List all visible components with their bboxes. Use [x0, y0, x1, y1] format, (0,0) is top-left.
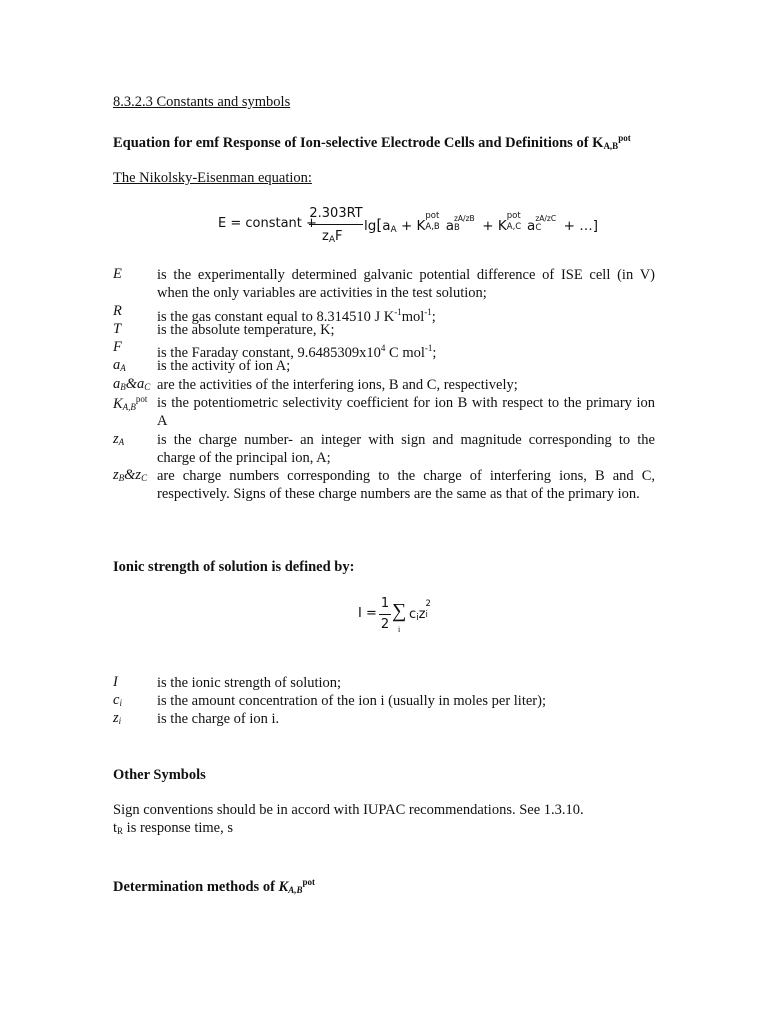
def-text-k: is the potentiometric selectivity coefficient for ion B with respect to the primary ion A — [157, 395, 655, 430]
def-text-r: is the gas constant equal to 8.314510 J $K^{-1}mol^{-1}$; — [157, 307, 436, 325]
ionic-den: 2 — [380, 617, 390, 632]
nikolsky-lhs: E = constant + — [218, 216, 317, 231]
def-text-ab-ac: are the activities of the interfering ions, B and C, respectively; — [157, 377, 518, 393]
section-title: 8.3.2.3 Constants and symbols — [113, 94, 291, 110]
denom-z-sub: A — [328, 235, 335, 245]
heading-emf-text: Equation for emf Response of Ion-selective Electrode Cells and Definitions of K — [113, 135, 604, 151]
activity-b: a — [445, 218, 454, 234]
nikolsky-label: The Nikolsky-Eisenman equation: — [113, 170, 312, 186]
def-text-zb-zc: are charge numbers corresponding to the charge of interfering ions, B and C, respectively. Signs of these charge numbers are the same as that of the primary ion. — [157, 468, 655, 503]
lg-text: lg — [364, 218, 377, 234]
def-text-e: is the experimentally determined galvanic potential difference of ISE cell (in V) when the only variables are activities in the test solution; — [157, 267, 655, 302]
ionic-fraction-bar — [379, 614, 391, 615]
denom-z: z — [322, 229, 329, 244]
def-symbol-e: E — [113, 266, 122, 282]
ionic-def-symbol-c: ci — [113, 692, 122, 708]
activity-a: a — [382, 218, 391, 234]
activity-c: a — [527, 218, 536, 234]
k1-sub: A,B — [425, 222, 440, 232]
k1-sup: pot — [425, 211, 440, 221]
k2-sub: A,C — [506, 222, 522, 232]
sign-conventions-text: Sign conventions should be in accord with IUPAC recommendations. See 1.3.10. — [113, 802, 584, 818]
activity-b-sub: B — [453, 223, 460, 233]
def-symbol-ab-ac: aB&aC — [113, 376, 151, 392]
plus-k2: + K — [482, 218, 507, 234]
other-symbols-heading: Other Symbols — [113, 767, 206, 783]
ionic-def-symbol-z: zi — [113, 710, 122, 726]
def-text-t: is the absolute temperature, K; — [157, 322, 335, 338]
def-symbol-za: zA — [113, 431, 125, 447]
def-symbol-zb-zc: zB&zC — [113, 467, 148, 483]
response-time-text: $t_R$ is response time, s — [113, 820, 233, 836]
plus-k1: + K — [400, 218, 426, 234]
ionic-def-text-i: is the ionic strength of solution; — [157, 675, 342, 691]
activity-c-exp: zA/zC — [535, 214, 557, 223]
activity-b-exp: zA/zB — [453, 214, 475, 223]
determination-heading: Determination methods of $K_{A,B}^{pot}$ — [113, 877, 315, 895]
denom-f: F — [335, 229, 343, 244]
k2-sup: pot — [506, 211, 521, 221]
bracket-open: [ — [376, 216, 383, 234]
nikolsky-denominator — [322, 229, 342, 245]
def-symbol-f: F — [113, 339, 122, 355]
def-text-za: is the charge number- an integer with sign and magnitude corresponding to the charge of the principal ion, A; — [157, 432, 655, 467]
ionic-lhs: I = — [358, 606, 377, 621]
nikolsky-numerator: 2.303RT — [309, 206, 363, 221]
heading-emf-sup: pot — [618, 133, 631, 143]
activity-a-sub: A — [390, 225, 397, 235]
def-text-f: is the Faraday constant, $9.6485309x10^4$ C mol$^{-1}$; — [157, 343, 437, 361]
nikolsky-fraction-bar — [309, 224, 363, 225]
sigma-sub: i — [398, 625, 401, 634]
ionic-def-text-c: is the amount concentration of the ion i (usually in moles per liter); — [157, 693, 546, 709]
def-symbol-k: $KA,B^{pot}$ — [113, 394, 148, 412]
ionic-def-symbol-i: I — [113, 674, 118, 690]
def-symbol-t: T — [113, 321, 122, 337]
heading-emf-response — [113, 133, 631, 152]
eq-tail: + …] — [563, 218, 598, 234]
nikolsky-rhs — [364, 211, 598, 235]
ionic-num: 1 — [380, 596, 390, 611]
sigma-icon: ∑ — [392, 600, 407, 622]
ionic-def-text-z: is the charge of ion i. — [157, 711, 280, 727]
def-symbol-r: R — [113, 303, 122, 319]
ionic-strength-heading: Ionic strength of solution is defined by: — [113, 559, 355, 575]
ionic-body: $c_iz$ 2 i — [409, 599, 431, 623]
activity-c-sub: C — [535, 223, 542, 233]
def-symbol-aa: aA — [113, 357, 126, 373]
heading-emf-sub: A,B — [603, 141, 619, 151]
def-text-aa: is the activity of ion A; — [157, 358, 291, 374]
